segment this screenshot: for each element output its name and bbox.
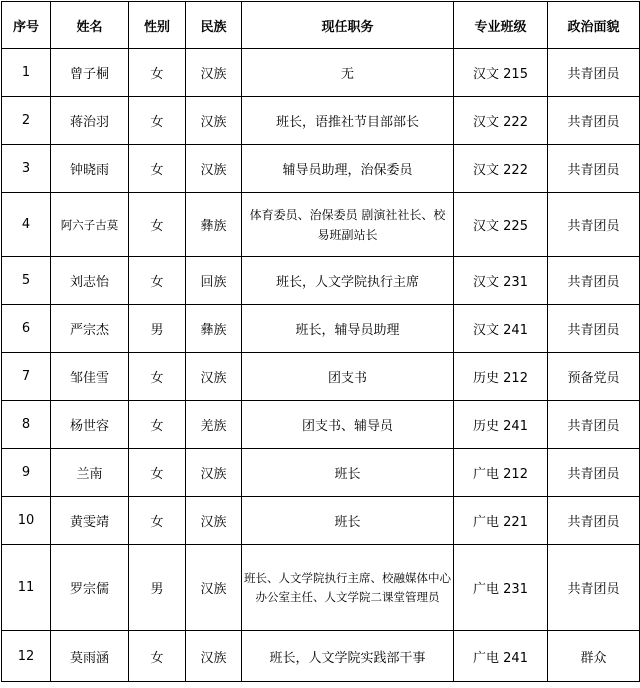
cell-political: 共青团员 [548,257,640,305]
cell-class: 历史 212 [454,353,548,401]
cell-political: 群众 [548,631,640,682]
cell-position: 班长，人文学院执行主席 [242,257,454,305]
cell-name: 兰南 [51,449,129,497]
table-row [2,353,640,401]
cell-class: 汉文 222 [454,145,548,193]
table-row [2,193,640,257]
cell-ethnicity: 汉族 [186,353,242,401]
cell-political: 共青团员 [548,497,640,545]
cell-political: 共青团员 [548,193,640,257]
cell-position: 团支书、辅导员 [242,401,454,449]
header-no: 序号 [2,2,51,49]
cell-gender: 女 [129,353,186,401]
cell-name: 严宗杰 [51,305,129,353]
cell-class: 汉文 225 [454,193,548,257]
cell-class: 广电 221 [454,497,548,545]
cell-ethnicity: 羌族 [186,401,242,449]
cell-name: 曾子桐 [51,49,129,97]
cell-position: 班长 [242,497,454,545]
cell-no: 3 [2,145,51,193]
table-row [2,49,640,97]
cell-no: 11 [2,545,51,631]
cell-political: 共青团员 [548,145,640,193]
cell-class: 汉文 241 [454,305,548,353]
cell-position: 班长，辅导员助理 [242,305,454,353]
cell-no: 9 [2,449,51,497]
cell-position: 班长，人文学院实践部干事 [242,631,454,682]
table-row [2,97,640,145]
cell-no: 6 [2,305,51,353]
cell-gender: 女 [129,631,186,682]
cell-no: 2 [2,97,51,145]
cell-no: 12 [2,631,51,682]
table-row [2,145,640,193]
cell-no: 7 [2,353,51,401]
cell-no: 8 [2,401,51,449]
cell-ethnicity: 彝族 [186,193,242,257]
cell-gender: 女 [129,97,186,145]
cell-ethnicity: 汉族 [186,97,242,145]
table-row [2,257,640,305]
header-name: 姓名 [51,2,129,49]
cell-political: 共青团员 [548,449,640,497]
table-row [2,497,640,545]
cell-gender: 女 [129,49,186,97]
cell-class: 历史 241 [454,401,548,449]
table-row [2,631,640,682]
cell-class: 广电 231 [454,545,548,631]
cell-ethnicity: 汉族 [186,145,242,193]
header-class: 专业班级 [454,2,548,49]
cell-name: 杨世容 [51,401,129,449]
cell-position: 班长、人文学院执行主席、校融媒体中心办公室主任、人文学院二课堂管理员 [242,545,454,631]
cell-class: 汉文 231 [454,257,548,305]
table-row [2,305,640,353]
cell-political: 共青团员 [548,305,640,353]
cell-political: 共青团员 [548,401,640,449]
cell-class: 广电 241 [454,631,548,682]
table-row [2,401,640,449]
header-ethnicity: 民族 [186,2,242,49]
cell-position: 辅导员助理，治保委员 [242,145,454,193]
table-row [2,449,640,497]
header-position: 现任职务 [242,2,454,49]
cell-gender: 女 [129,145,186,193]
cell-no: 5 [2,257,51,305]
cell-ethnicity: 彝族 [186,305,242,353]
header-political: 政治面貌 [548,2,640,49]
student-table [1,1,640,682]
cell-class: 汉文 215 [454,49,548,97]
cell-gender: 男 [129,545,186,631]
cell-class: 汉文 222 [454,97,548,145]
cell-political: 共青团员 [548,49,640,97]
cell-ethnicity: 汉族 [186,545,242,631]
cell-political: 预备党员 [548,353,640,401]
cell-name: 钟晓雨 [51,145,129,193]
cell-name: 蒋治羽 [51,97,129,145]
cell-class: 广电 212 [454,449,548,497]
cell-ethnicity: 汉族 [186,49,242,97]
cell-name: 邹佳雪 [51,353,129,401]
cell-gender: 男 [129,305,186,353]
cell-no: 1 [2,49,51,97]
cell-position: 班长 [242,449,454,497]
cell-name: 黄雯靖 [51,497,129,545]
cell-political: 共青团员 [548,545,640,631]
cell-no: 10 [2,497,51,545]
cell-ethnicity: 汉族 [186,497,242,545]
cell-position: 体育委员、治保委员 剧演社社长、校易班副站长 [242,193,454,257]
header-row [2,2,640,49]
cell-position: 班长，语推社节目部部长 [242,97,454,145]
cell-name: 罗宗儒 [51,545,129,631]
cell-gender: 女 [129,449,186,497]
cell-ethnicity: 回族 [186,257,242,305]
cell-gender: 女 [129,401,186,449]
header-gender: 性别 [129,2,186,49]
cell-gender: 女 [129,497,186,545]
cell-political: 共青团员 [548,97,640,145]
cell-gender: 女 [129,257,186,305]
cell-name: 阿六子古莫 [51,193,129,257]
cell-gender: 女 [129,193,186,257]
cell-no: 4 [2,193,51,257]
cell-ethnicity: 汉族 [186,631,242,682]
cell-name: 刘志怡 [51,257,129,305]
table-row [2,545,640,631]
cell-position: 团支书 [242,353,454,401]
cell-ethnicity: 汉族 [186,449,242,497]
cell-name: 莫雨涵 [51,631,129,682]
cell-position: 无 [242,49,454,97]
